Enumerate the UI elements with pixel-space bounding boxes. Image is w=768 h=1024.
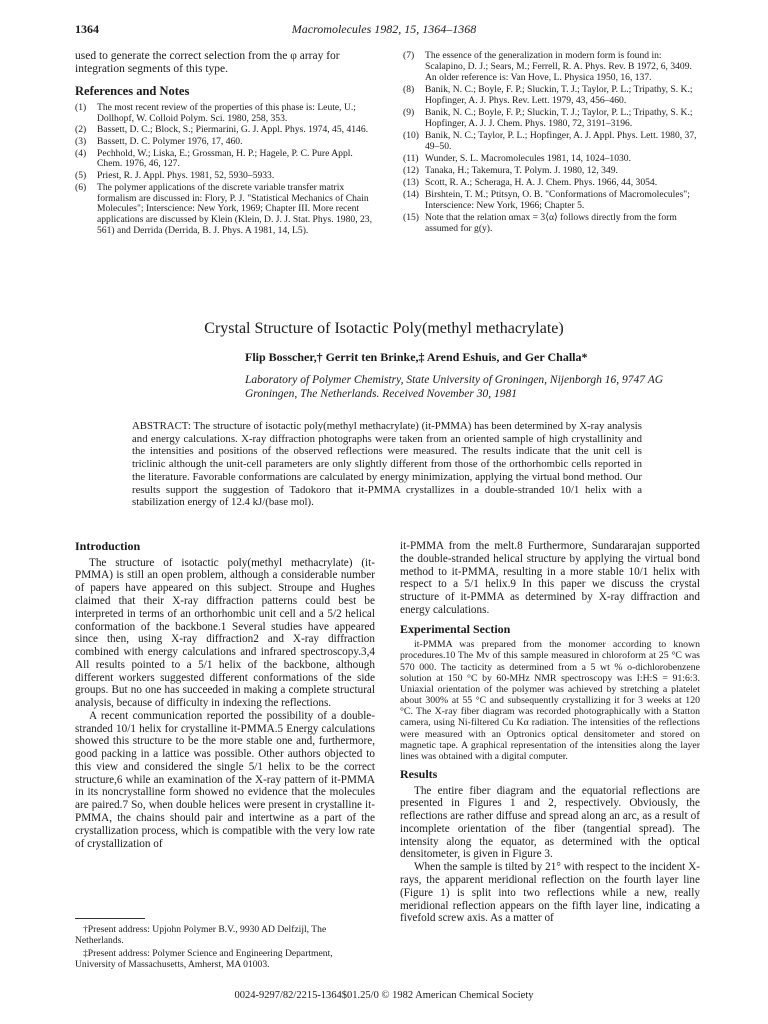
affiliation: Laboratory of Polymer Chemistry, State University of Groningen, Nijenborgh 16, 9747 AG Groningen, The Netherlands. Received November 30, 1981 (245, 374, 664, 400)
reference-number: (15) (403, 212, 419, 224)
reference-item (403, 50, 700, 83)
references-left-column (75, 50, 375, 238)
reference-number: (9) (403, 107, 415, 119)
reference-number: (4) (75, 147, 87, 159)
body-right-column (400, 540, 700, 925)
reference-text: Pechhold, W.; Liska, E.; Grossman, H. P.; Hagele, P. C. Pure Appl. Chem. 1976, 46, 127. (97, 147, 353, 170)
continued-text: used to generate the correct selection from the φ array for integration segments of this type. (75, 50, 340, 76)
introduction-heading: Introduction (75, 539, 141, 553)
abstract: ABSTRACT: The structure of isotactic poly(methyl methacrylate) (it-PMMA) has been determined by X-ray analysis and energy calculations. X-ray diffraction photographs were taken from an oriented sample of high crystallinity and the intensities and positions of the observed reflections were measured. The results indicate that the unit cell is triclinic although the unit-cell parameters are only slightly different from those of the orthorhombic cells reported in the literature. Favorable conformations are calculated by energy minimization, applying the virtual bond method. Our results support the suggestion of Tadokoro that it-PMMA crystallizes in a double-stranded 10/1 helix with a stabilization energy of 12.4 kJ/(base mol). (132, 420, 642, 509)
copyright-footer: 0024-9297/82/2215-1364$01.25/0 © 1982 American Chemical Society (234, 990, 534, 1001)
reference-text: Banik, N. C.; Boyle, F. P.; Sluckin, T. J.; Taylor, P. L.; Tripathy, S. K.; Hopfinger, A. J. J. Chem. Phys. 1980, 72, 3191–3196. (425, 107, 693, 130)
reference-item (403, 84, 700, 106)
reference-text: Banik, N. C.; Boyle, F. P.; Sluckin, T. J.; Taylor, P. L.; Tripathy, S. K.; Hopfinger, A. J. Phys. Rev. Lett. 1979, 43, 456–460. (425, 84, 693, 107)
reference-text: Bassett, D. C.; Block, S.; Piermarini, G. J. Appl. Phys. 1974, 45, 4146. (97, 124, 369, 136)
reference-text: The polymer applications of the discrete variable transfer matrix formalism are discussed in: Flory, P. J. "Statistical Mechanics of Chain Molecules"; Interscience: New York, 1969; Chapter III. More recent applications are discussed by Klein (Klein, D. J. J. Stat. Phys. 1980, 23, 561) and Derrida (Derrida, B. J. Phys. A 1981, 14, L5). (97, 181, 372, 236)
paragraph: it-PMMA was prepared from the monomer according to known procedures.10 The Mv of this sample measured in chloroform at 25 °C was 570 000. The tacticity as determined from a 5 wt % o-dichlorobenzene solution at 150 °C by 60-MHz NMR spectroscopy was I:H:S = 91:6:3. Uniaxial orientation of the polymer was achieved by stretching a platelet about 300% at 55 °C and subsequently crystallizing it for 3 weeks at 120 °C. The X-ray fiber diagram was recorded photographically with a Statton camera, using Ni-filtered Cu Kα radiation. The intensities of the reflections were measured with an Optronics optical densitometer and stored on magnetic tape. A graphical representation of the intensities along the layer lines was obtained with a digital computer. (400, 639, 700, 762)
reference-item (75, 171, 375, 182)
body-left-column (75, 540, 375, 850)
references-heading: References and Notes (75, 84, 190, 99)
results-heading: Results (400, 766, 438, 781)
experimental-heading: Experimental Section (400, 621, 511, 636)
paragraph: The structure of isotactic poly(methyl methacrylate) (it-PMMA) is still an open problem, although a considerable number of papers have appeared on this subject. Stroupe and Hughes claimed that their X-ray diffraction patterns could best be interpreted in terms of an orthorhombic unit cell and a 5/2 helical conformation of the backbone.1 Several studies have appeared since then, using X-ray diffraction2 and X-ray diffraction combined with energy calculations and infrared spectroscopy.3,4 All results pointed to a 5/1 helix of the backbone, although different workers suggested different conformations of the side groups. But no one has succeeded in making a complete structural analysis, because of difficulty in indexing the reflections. (75, 556, 375, 710)
paragraph: When the sample is tilted by 21° with respect to the incident X-rays, the apparent meridional reflection on the fourth layer line (Figure 1) is split into two reflections while a new, really meridional reflection appears on the fifth layer line, indicating a fivefold screw axis. As a matter of (400, 861, 700, 925)
reference-number: (7) (403, 50, 415, 61)
reference-number: (2) (75, 124, 87, 136)
reference-number: (3) (75, 136, 87, 148)
reference-item (403, 177, 700, 188)
reference-item (403, 212, 700, 234)
page-number: 1364 (75, 22, 99, 36)
reference-number: (14) (403, 189, 419, 201)
reference-item (403, 130, 700, 152)
reference-text: Wunder, S. L. Macromolecules 1981, 14, 1024–1030. (425, 153, 631, 165)
author-list: Flip Bosscher,† Gerrit ten Brinke,‡ Arend Eshuis, and Ger Challa* (245, 350, 588, 364)
reference-number: (6) (75, 181, 87, 193)
reference-item (75, 183, 375, 237)
paragraph: The entire fiber diagram and the equatorial reflections are presented in Figures 1 and 2, respectively. Obviously, the reflections are rather diffuse and spread along an arc, as a result of incomplete orientation of the fiber (tangential spread). The intensity along the equator, as determined with the optical densitometer, is given in Figure 3. (400, 784, 700, 861)
reference-item (75, 125, 375, 136)
reference-number: (10) (403, 130, 419, 142)
reference-text: Bassett, D. C. Polymer 1976, 17, 460. (97, 136, 243, 148)
reference-item (403, 189, 700, 211)
reference-number: (8) (403, 84, 415, 96)
reference-item (75, 103, 375, 124)
reference-item (75, 149, 375, 170)
reference-item (403, 107, 700, 129)
reference-text: Priest, R. J. Appl. Phys. 1981, 52, 5930–5933. (97, 170, 275, 182)
footnote-divider (75, 918, 145, 919)
reference-text: Banik, N. C.; Taylor, P. L.; Hopfinger, A. J. Appl. Phys. Lett. 1980, 37, 49–50. (425, 130, 697, 153)
footnote: ‡Present address: Polymer Science and Engineering Department, University of Massachusetts, Amherst, MA 01003. (75, 948, 333, 971)
reference-number: (5) (75, 170, 87, 182)
reference-number: (12) (403, 165, 419, 177)
reference-text: Scott, R. A.; Scheraga, H. A. J. Chem. Phys. 1966, 44, 3054. (425, 177, 658, 189)
reference-text: The most recent review of the properties of this phase is: Leute, U.; Dollhopf, W. Colloid Polym. Sci. 1980, 258, 353. (97, 101, 356, 124)
reference-text: Tanaka, H.; Takemura, T. Polym. J. 1980, 12, 349. (425, 165, 618, 177)
reference-item (403, 165, 700, 176)
reference-number: (1) (75, 101, 87, 113)
paragraph: A recent communication reported the possibility of a double-stranded 10/1 helix for crystalline it-PMMA.5 Energy calculations showed this structure to be the more stable one and, furthermore, good packing in a lattice was possible. Other authors objected to this view and considered the single 5/1 helix to be the correct structure,6 while an examination of the X-ray pattern of it-PMMA in its noncrystalline form showed no evidence that the molecules are paired.7 So, when double helices were present in crystalline it-PMMA, the chains should pair and intertwine as a part of the crystallization process, which is compatible with the very low rate of crystallization of (75, 709, 375, 850)
reference-text: Note that the relation αmax = 3⟨α⟩ follows directly from the form assumed for g(y). (425, 212, 677, 235)
footnotes (75, 924, 375, 972)
reference-number: (13) (403, 177, 419, 189)
reference-item (75, 137, 375, 148)
reference-item (403, 153, 700, 164)
reference-number: (11) (403, 153, 419, 165)
reference-text: Birshtein, T. M.; Ptitsyn, O. B. "Conformations of Macromolecules"; Interscience: New York, 1966; Chapter 5. (425, 189, 690, 212)
reference-list (75, 103, 375, 237)
reference-text: The essence of the generalization in modern form is found in: Scalapino, D. J.; Sears, M.; Ferrell, R. A. Phys. Rev. B 1972, 6, 3409. An older reference is: Van Hove, L. Physica 1950, 16, 137. (425, 50, 692, 84)
references-right-column (403, 50, 700, 236)
paragraph: it-PMMA from the melt.8 Furthermore, Sundararajan supported the double-stranded helical structure by applying the virtual bond method to it-PMMA, resulting in a more stable 10/1 helix with respect to a 5/1 helix.9 In this paper we discuss the crystal structure of it-PMMA as determined by X-ray diffraction and energy calculations. (400, 540, 700, 616)
running-head: Macromolecules 1982, 15, 1364–1368 (291, 22, 477, 36)
article-title: Crystal Structure of Isotactic Poly(methyl methacrylate) (204, 320, 564, 337)
footnote: †Present address: Upjohn Polymer B.V., 9930 AD Delfzijl, The Netherlands. (75, 924, 327, 947)
